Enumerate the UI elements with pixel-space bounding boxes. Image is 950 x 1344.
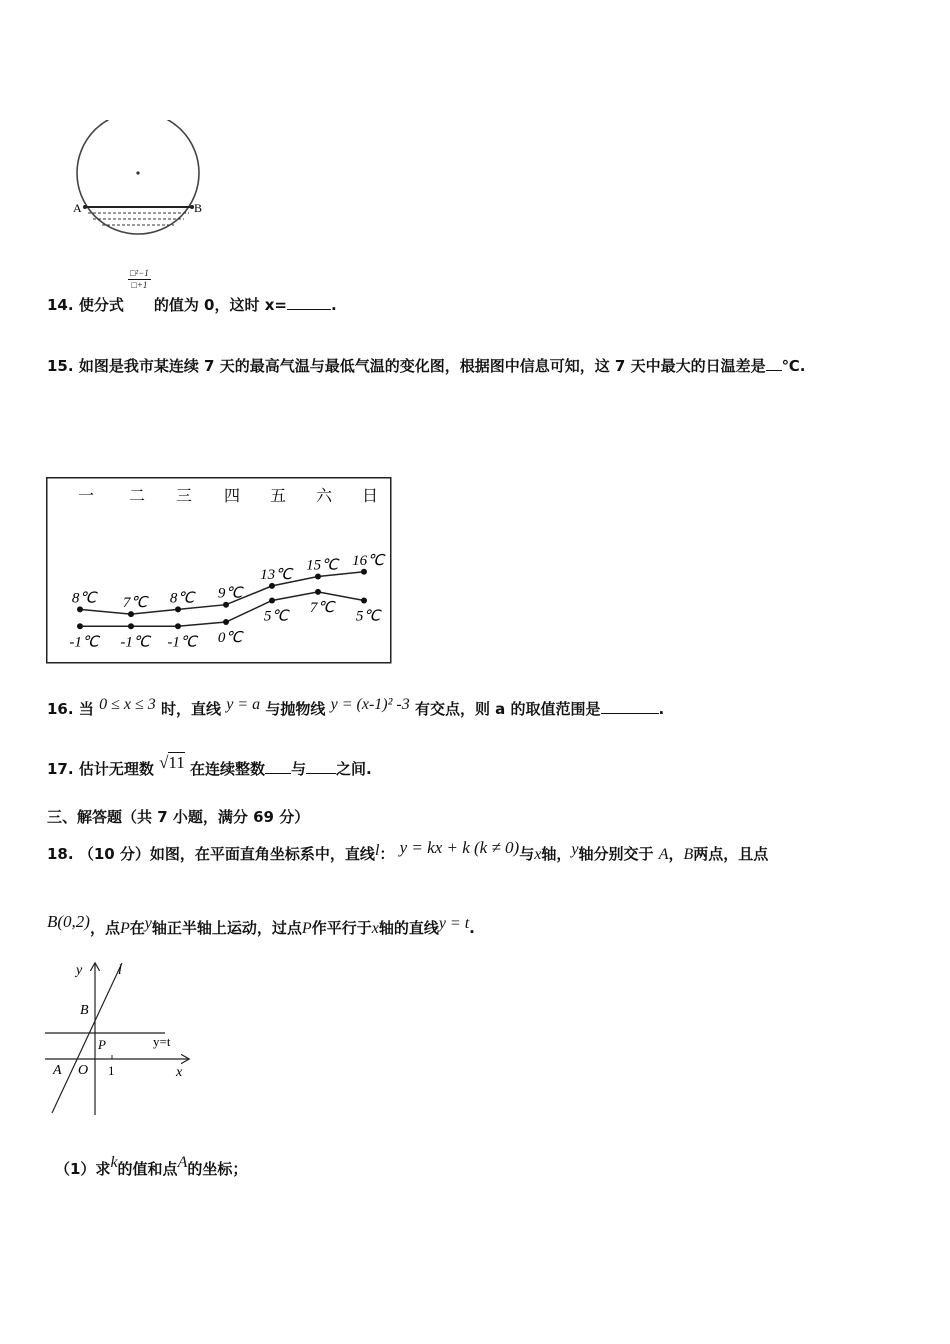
q18-k: k [110,1154,118,1171]
q18-t4: 轴分别交于 [578,845,654,863]
q16-end: . [658,700,665,718]
high-temp-point-0 [77,606,83,612]
q18-p: P [119,920,130,937]
q18-l: l [374,842,380,859]
circle-figure [60,120,220,250]
day-label-6: 日 [361,488,379,505]
q17-t1: 估计无理数 [78,760,154,778]
low-temp-label-0: -1℃ [69,634,99,651]
q18-t3: 轴， [541,845,572,863]
high-temp-point-2 [175,606,181,612]
q15-text: 如图是我市某连续 7 天的最高气温与最低气温的变化图，根据图中信息可知，这 7 天中最大的日温差是 [78,357,766,375]
graph-point-p: P [98,1037,106,1052]
high-temp-label-3: 9℃ [217,585,243,602]
q18-l2-end: . [469,919,475,937]
section-3-title: 三、解答题（共 7 小题，满分 69 分） [47,808,310,826]
q15-number: 15. [47,357,74,375]
high-temp-label-5: 15℃ [306,557,338,574]
high-temp-label-6: 16℃ [352,552,384,569]
question-18-part-1 [55,1154,248,1179]
day-label-4: 五 [269,488,287,505]
low-temp-label-4: 5℃ [263,608,289,625]
high-temp-label-0: 8℃ [71,590,97,607]
question-18 [47,838,769,864]
q17-t4: 之间. [336,760,372,778]
high-temp-label-2: 8℃ [169,590,195,607]
graph-y-label: y [76,963,83,978]
q14-fraction-denominator: □+1 [131,280,148,290]
high-temp-point-6 [361,569,367,575]
sqrt-expression: √11 [159,753,185,772]
q16-t4: 有交点，则 a 的取值范围是 [414,700,601,718]
q16-parabola: y = (x-1)² -3 [330,696,410,713]
q17-t3: 与 [291,760,307,778]
q14-answer-blank[interactable] [287,295,331,310]
graph-point-b: B [80,1003,89,1018]
question-16 [47,698,664,719]
graph-l-label: l [118,963,122,978]
q17-blank-1[interactable] [265,759,291,774]
high-temp-point-5 [315,574,321,580]
day-label-0: 一 [77,488,95,505]
q18-part1-c: 的坐标； [187,1160,248,1178]
q17-radicand: 11 [168,753,185,772]
q14-end: . [330,296,337,314]
q18-l2-t2: 在 [129,919,145,937]
low-temp-point-5 [315,589,321,595]
low-temp-point-0 [77,623,83,629]
high-temp-label-4: 13℃ [260,566,292,583]
high-temp-point-1 [128,611,134,617]
day-label-2: 三 [175,488,193,505]
graph-origin: O [78,1063,89,1078]
q16-t1: 当 [78,700,94,718]
q16-answer-blank[interactable] [601,699,659,714]
graph-tick-1: 1 [108,1063,115,1078]
coordinate-graph [40,955,200,1120]
graph-x-label: x [176,1065,183,1080]
q18-a: A [658,846,669,863]
q16-t2: 时，直线 [160,700,221,718]
q18-comma: ， [668,845,684,863]
temperature-chart [46,477,392,664]
q14-number: 14. [47,296,74,314]
high-temp-label-1: 7℃ [122,595,148,612]
high-temp-point-3 [223,602,229,608]
q14-suffix: 的值为 0，这时 x= [153,296,287,314]
q18-part1-b: 的值和点 [117,1160,178,1178]
q18-t1: 如图，在平面直角坐标系中，直线 [149,845,375,863]
q18-x: x [534,846,542,863]
high-temp-point-4 [269,583,275,589]
q14-fraction [128,268,151,291]
circle [77,120,199,234]
q16-condition: 0 ≤ x ≤ 3 [99,696,156,713]
q14-fraction-numerator: □²−1 [130,268,149,278]
q18-colon: ： [379,845,395,863]
graph-yt-label: y=t [153,1034,171,1049]
q17-blank-2[interactable] [306,759,336,774]
day-label-3: 四 [223,488,241,505]
q16-number: 16. [47,700,74,718]
question-15 [47,355,805,376]
question-18-line-2 [47,912,475,938]
low-temp-point-3 [223,619,229,625]
q18-l2-y: y [144,915,152,932]
q15-unit: ℃. [781,357,806,375]
label-b: B [194,201,203,215]
low-temp-label-1: -1℃ [120,634,150,651]
q17-t2: 在连续整数 [190,760,266,778]
day-label-5: 六 [315,488,333,505]
center-point [136,171,139,174]
low-temp-label-5: 7℃ [309,599,335,616]
q16-line: y = a [226,696,261,713]
q18-l2-t3: 轴正半轴上运动，过点 [151,919,302,937]
q18-point-b: B(0,2) [47,912,90,931]
low-temp-point-4 [269,598,275,604]
q18-l2-x: x [371,920,379,937]
q18-t2: 与 [519,845,535,863]
graph-point-a: A [53,1063,62,1078]
low-temp-point-6 [361,598,367,604]
q18-b: B [683,846,694,863]
low-temp-label-2: -1℃ [167,634,197,651]
question-17 [47,753,372,779]
low-temp-label-3: 0℃ [217,630,243,646]
q18-score: （10 分） [78,845,150,863]
day-label-1: 二 [128,488,146,505]
line-l [52,963,122,1113]
q18-equation: y = kx + k (k ≠ 0) [399,838,520,857]
q18-part1-a: A [177,1154,188,1171]
low-temp-point-2 [175,623,181,629]
q17-number: 17. [47,760,74,778]
q18-l2-t4: 作平行于 [311,919,372,937]
q15-answer-blank[interactable] [766,356,782,371]
low-temp-point-1 [128,623,134,629]
q18-number: 18. [47,845,74,863]
q18-part1-prefix: （1）求 [55,1160,111,1178]
q18-l2-t1: ，点 [89,919,120,937]
q16-t3: 与抛物线 [265,700,326,718]
q14-prefix: 使分式 [78,296,124,314]
q18-y: y [571,841,579,858]
q18-t5: 两点，且点 [693,845,769,863]
question-14 [47,294,337,315]
q18-l2-p: P [301,920,312,937]
label-a: A [73,201,82,215]
low-temp-label-6: 5℃ [355,608,381,625]
q18-l2-t5: 轴的直线 [378,919,439,937]
q18-yt: y = t [438,915,470,932]
